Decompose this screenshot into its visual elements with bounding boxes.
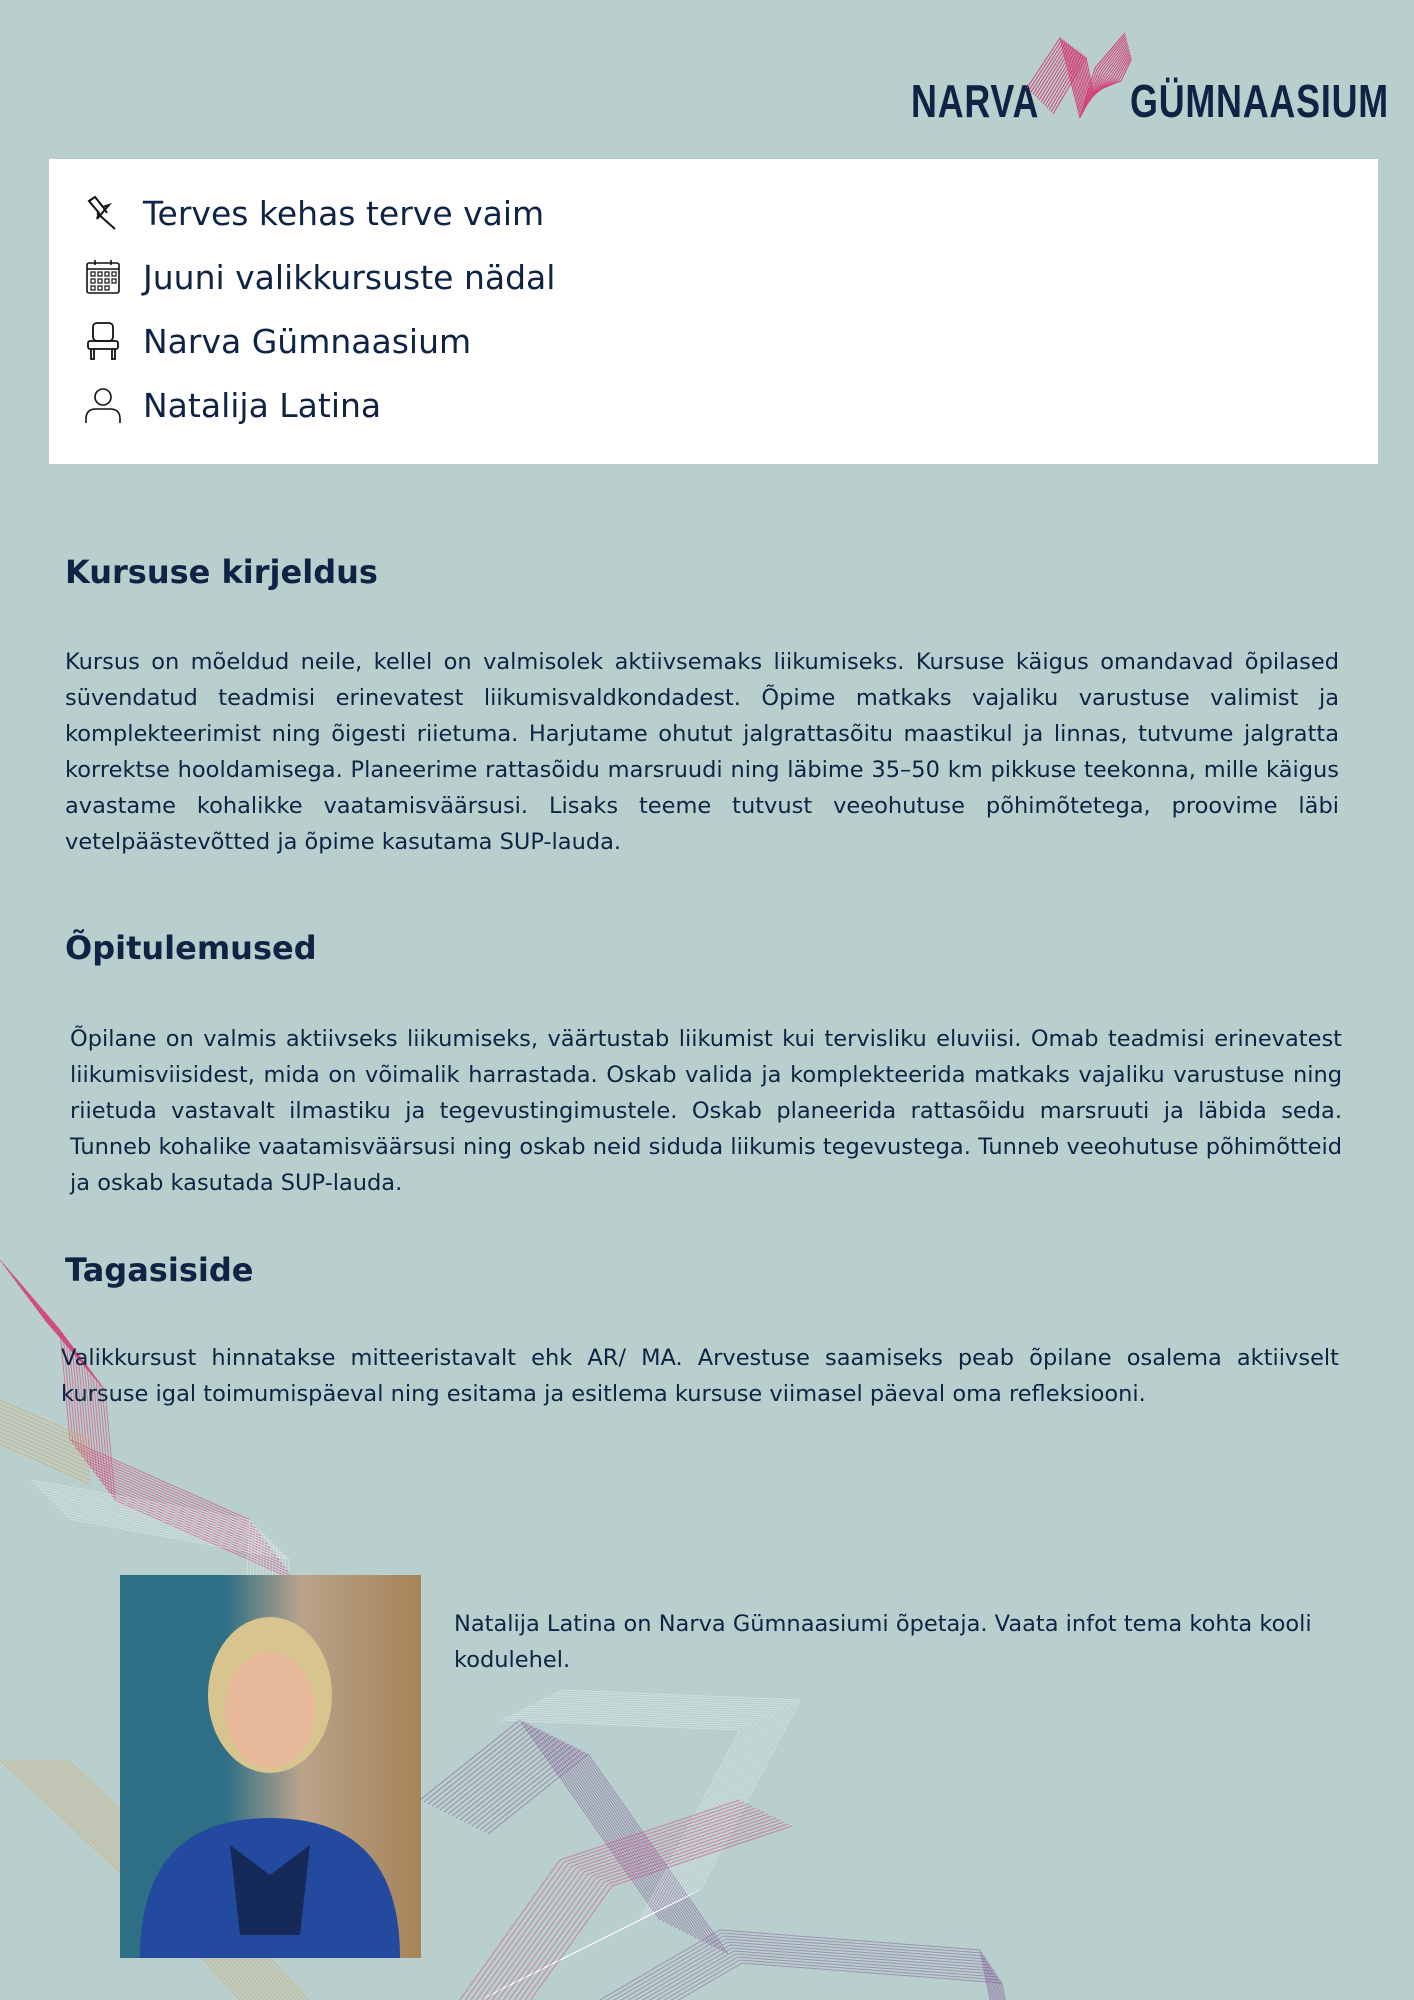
pushpin-icon — [83, 193, 123, 233]
outcomes-text: Õpilane on valmis aktiivseks liikumiseks, väärtustab liikumist kui tervisliku eluviisi. Omab teadmisi erinevatest liikumisviisidest, mida on võimalik harrastada. Oskab valida ja komplekteerida matkaks vajaliku varustuse ning riietuda vastavalt ilmastiku ja tegevustingimustele. Oskab planeerida rattasõidu marsruuti ja läbida seda. Tunneb kohalike vaatamisväärsusi ning oskab neid siduda liikumis tegevustega. Tunneb veeohutuse põhimõtteid ja oskab kasutada SUP-lauda. — [70, 1026, 1342, 1196]
decorative-line — [492, 1816, 772, 2000]
decorative-line — [0, 1432, 90, 1472]
decorative-line — [528, 1696, 788, 1976]
decorative-line — [0, 1428, 90, 1468]
decorative-line — [424, 1722, 664, 1922]
decorative-line — [610, 1945, 1000, 2000]
decorative-line — [500, 1710, 760, 1990]
decorative-line — [532, 1694, 792, 1974]
decorative-line — [21, 1288, 271, 1548]
decorative-line — [504, 1822, 784, 2000]
decorative-line — [27, 1296, 277, 1556]
logo-left-word: NARVA — [911, 75, 1040, 127]
decorative-line — [496, 1818, 776, 2000]
info-item-teacher — [83, 380, 381, 430]
decorative-line — [440, 1730, 680, 1930]
decorative-line — [464, 1742, 704, 1942]
decorative-line — [0, 1420, 90, 1460]
calendar-icon — [83, 257, 123, 297]
course-info-box — [49, 159, 1378, 464]
feedback-text: Valikkursust hinnatakse mitteeristavalt ehk AR/ MA. Arvestuse saamiseks peab õpilane osalema aktiivselt kursuse igal toimumispäeval ning esitama ja esitlema kursuse viimasel päeval oma refleksiooni. — [61, 1345, 1339, 1407]
decorative-line — [420, 1720, 660, 1920]
logo-right-word: GÜMNAASIUM — [1130, 75, 1389, 127]
info-item-period — [83, 252, 555, 302]
section-title-outcomes: Õpitulemused — [65, 929, 317, 967]
decorative-line — [468, 1744, 708, 1944]
decorative-line — [472, 1806, 752, 2000]
info-label: Terves kehas terve vaim — [143, 193, 545, 233]
decorative-line — [30, 1300, 280, 1560]
decorative-line — [24, 1292, 274, 1552]
section-title-feedback: Tagasiside — [65, 1251, 254, 1289]
decorative-line — [484, 1752, 724, 1952]
decorative-line — [480, 1810, 760, 2000]
decorative-line — [488, 1716, 748, 1996]
decorative-line — [464, 1802, 744, 2000]
decorative-line — [622, 1963, 1012, 2000]
decorative-line — [0, 1424, 90, 1464]
info-label: Juuni valikkursuste nädal — [143, 257, 556, 297]
decorative-line — [606, 1939, 996, 2000]
person-icon — [83, 385, 123, 425]
teacher-caption: Natalija Latina on Narva Gümnaasiumi õpetaja. Vaata infot tema kohta kooli kodulehel. — [454, 1611, 1312, 1673]
decorative-line — [468, 1804, 748, 2000]
decorative-line — [524, 1698, 784, 1978]
teacher-photo — [120, 1575, 421, 1958]
decorative-line — [432, 1726, 672, 1926]
decorative-line — [504, 1708, 764, 1988]
decorative-line — [484, 1718, 744, 1998]
decorative-line — [520, 1700, 780, 1980]
decorative-line — [0, 1416, 90, 1456]
decorative-line — [472, 1746, 712, 1946]
info-label: Natalija Latina — [143, 385, 382, 425]
decorative-line — [488, 1754, 728, 1954]
decorative-line — [452, 1736, 692, 1936]
decorative-line — [480, 1720, 740, 2000]
decorative-line — [492, 1714, 752, 1994]
decorative-line — [488, 1814, 768, 2000]
decorative-line — [536, 1692, 796, 1972]
school-logo — [905, 28, 1389, 128]
section-title-description: Kursuse kirjeldus — [65, 553, 378, 591]
decorative-line — [618, 1957, 1008, 2000]
decorative-line — [480, 1750, 720, 1950]
decorative-line — [18, 1284, 268, 1544]
decorative-line — [0, 1408, 90, 1448]
description-text: Kursus on mõeldud neile, kellel on valmisolek aktiivsemaks liikumiseks. Kursuse käigus omandavad õpilased süvendatud teadmisi erinevatest liikumisvaldkondadest. Õpime matkaks vajaliku varustuse valimist ja komplekteerimist ning õigesti riietuma. Harjutame ohutut jalgrattasõitu maastikul ja linnas, tutvume jalgratta korrektse hooldamisega. Planeerime rattasõidu marsruudi ning läbime 35–50 km pikkuse teekonna, mille käigus avastame kohalikke vaatamisväärsusi. Lisaks teeme tutvust veeohutuse põhimõtetega, proovime läbi vetelpäästevõtted ja õpime kasutama SUP-lauda. — [65, 649, 1339, 855]
info-label: Narva Gümnaasium — [143, 321, 472, 361]
decorative-line — [460, 1740, 700, 1940]
teacher-portrait — [120, 1575, 421, 1958]
decorative-line — [484, 1812, 764, 2000]
decorative-line — [620, 1960, 1010, 2000]
decorative-line — [616, 1954, 1006, 2000]
decorative-line — [0, 1444, 90, 1484]
decorative-line — [460, 1800, 740, 2000]
decorative-line — [0, 1440, 90, 1480]
decorative-line — [0, 1436, 90, 1476]
decorative-line — [436, 1728, 676, 1928]
decorative-line — [456, 1738, 696, 1938]
decorative-line — [508, 1706, 768, 1986]
decorative-line — [608, 1942, 998, 2000]
info-item-school — [83, 316, 471, 366]
decorative-line — [476, 1808, 756, 2000]
decorative-line — [600, 1930, 990, 2000]
decorative-line — [444, 1732, 684, 1932]
decorative-line — [476, 1748, 716, 1948]
decorative-line — [428, 1724, 668, 1924]
decorative-line — [448, 1734, 688, 1934]
decorative-line — [602, 1933, 992, 2000]
decorative-line — [0, 1412, 90, 1452]
decorative-line — [496, 1712, 756, 1992]
decorative-line — [512, 1704, 772, 1984]
decorative-line — [612, 1948, 1002, 2000]
decorative-line — [500, 1820, 780, 2000]
decorative-line — [508, 1824, 788, 2000]
decorative-line — [614, 1951, 1004, 2000]
logo-mark-icon — [1025, 28, 1135, 128]
decorative-line — [512, 1826, 792, 2000]
decorative-line — [604, 1936, 994, 2000]
decorative-line — [516, 1702, 776, 1982]
info-item-course — [83, 188, 544, 238]
chair-icon — [83, 321, 123, 361]
decorative-line — [540, 1690, 800, 1970]
